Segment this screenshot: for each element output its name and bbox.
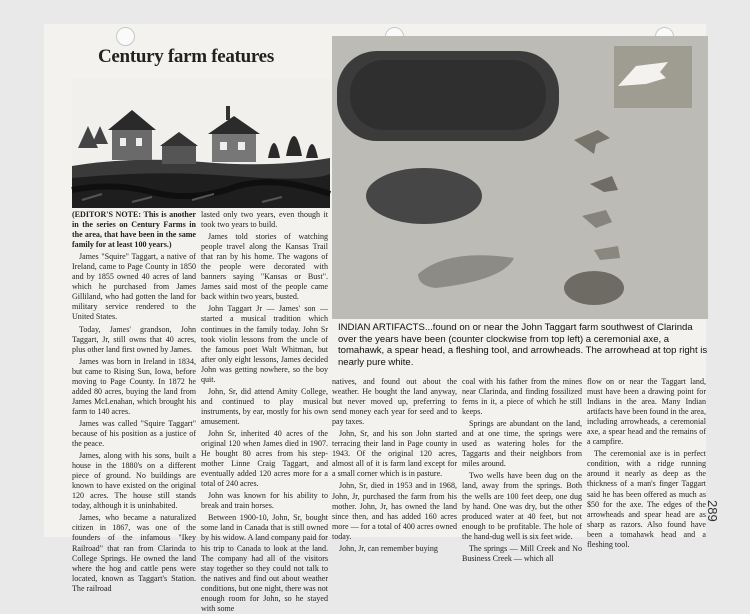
article-paragraph: coal with his father from the mines near Clarinda, and finding fossilized ferns in it, a piece of which he still keeps. [462,377,582,417]
article-paragraph: John Taggart Jr — James' son — started a musical tradition which continues in the family today. John Sr took violin lessons from the uncle of the famous poet Walt Whitman, but after only eight lessons, James decided John was getting nowhere, so the boy quit. [201,304,328,384]
article-paragraph: John, Sr, died in 1953 and in 1968, John, Jr, purchased the farm from his mother. John, Jr, has owned the land since then, and has added 160 acres more — for a total of 400 acres owned today. [332,481,457,541]
artifacts-photo [332,36,708,319]
article-paragraph: James, along with his sons, built a house in the 1880's on a different piece of ground. No buildings are known to have existed on the original 120 acres. The house still stands today, although it is uninhabited. [72,451,196,511]
fleshing-tool [564,271,624,305]
article-paragraph: John, Sr, and his son John started terracing their land in Page county in 1943. Of the original 120 acres, almost all of it is farm land except for a small corner which is in pasture. [332,429,457,479]
tomahawk [366,168,482,224]
article-paragraph: James was called "Squire Taggart" because of his position as a justice of the peace. [72,418,196,449]
article-column-5 [587,377,706,549]
farm-illustration [72,78,330,208]
editors-note: (EDITOR'S NOTE: This is another in the series on Century Farms in the area, that have been in the same family for at least 100 years.) [72,210,196,250]
article-paragraph: natives, and found out about the weather. He bought the land anyway, but never moved up, preferring to send money each year for seed and to pay taxes. [332,377,457,427]
caption-lead: INDIAN ARTIFACTS... [338,322,433,333]
photo-caption [338,322,710,369]
article-paragraph: Between 1900-10, John, Sr, bought some land in Canada that is still owned by his widow. A land company paid for his trip to Canada to look at the land. The company had all of the visitors stay together so they could not talk to the natives and find out about weather conditions, but one night, there was not enough room for John, so he stayed with some [201,513,328,613]
article-paragraph: John Sr, inherited 40 acres of the original 120 when James died in 1907. He bought 80 acres from his step-mother Linne Craig Taggart, and eventually added 120 acres more for a total of 240 acres. [201,428,328,489]
headline: Century farm features [98,46,274,67]
article-paragraph: lasted only two years, even though it took two years to build. [201,210,328,230]
article-paragraph: James "Squire" Taggart, a native of Ireland, came to Page County in 1850 and by 1855 owned 40 acres of land which he purchased from James Gilliland, who had gotten the land for military service rendered to the United States. [72,252,196,322]
article-paragraph: John, Sr, did attend Amity College, and continued to play musical instruments, by ear, mostly for his own amusement. [201,386,328,426]
article-paragraph: The ceremonial axe is in perfect condition, with a ridge running around it nearly as deep as the thickness of a man's finger Taggart said he has been offered as much as $50 for the axe. The edges of the arrowheads and spear head are as sharp as razors. Also found have been a tomahawk head and a fleshing tool. [587,449,706,549]
article-paragraph: Springs are abundant on the land, and at one time, the springs were used as watering holes for the Taggarts and their neighbors from miles around. [462,419,582,469]
article-paragraph: John was known for his ability to break and train horses. [201,491,328,511]
article-column-1 [72,210,196,593]
article-paragraph: Two wells have been dug on the land, away from the springs. Both the wells are 100 feet deep, one dug by hand. One was dry, but the other produced water at 40 feet, but not enough to be profitable. The hole of the hand-dug well is six feet wide. [462,471,582,541]
page-number: 289 [705,500,720,522]
article-paragraph: James, who became a naturalized citizen in 1867, was one of the founders of the infamous "Ikey Railroad" that ran from Clarinda to College Springs. He owned the land where the hog and cattle pens were located, known as Taggart's Station. The railroad [72,513,196,593]
article-paragraph: The springs — Mill Creek and No Business Creek — which all [462,543,582,563]
caption-text: found on or near the John Taggart farm southwest of Clarinda over the years have been (counter clockwise from top left) a ceremonial axe, a tomahawk, a spear head, a fleshing tool, and arrowheads. The arrowhead at top right is nearly pure white. [338,322,708,369]
article-column-4 [462,377,582,563]
article-column-2 [201,210,328,613]
article-paragraph: James told stories of watching people travel along the Kansas Trail that ran by his home. The wagons of the people were decorated with banners saying "Kansas or Bust". James said most of the people came back within two years, busted. [201,232,328,302]
article-paragraph: Today, James' grandson, John Taggart, Jr, still owns that 40 acres, plus other land first owned by James. [72,324,196,354]
article-paragraph: James was born in Ireland in 1834, but came to Rising Sun, Iowa, before moving to Page County. In 1872 he added 80 acres, buying the land from James McLenahan, which brought his farm to 140 acres. [72,356,196,416]
article-column-3 [332,377,457,553]
article-paragraph: John, Jr, can remember buying [339,543,438,553]
newspaper-clipping [66,36,708,613]
article-paragraph: flow on or near the Taggart land, must have been a drawing point for Indians in the area. Many Indian artifacts have been found in the area, including arrowheads, a ceremonial axe, a spear head and the remains of a campfire. [587,377,706,447]
